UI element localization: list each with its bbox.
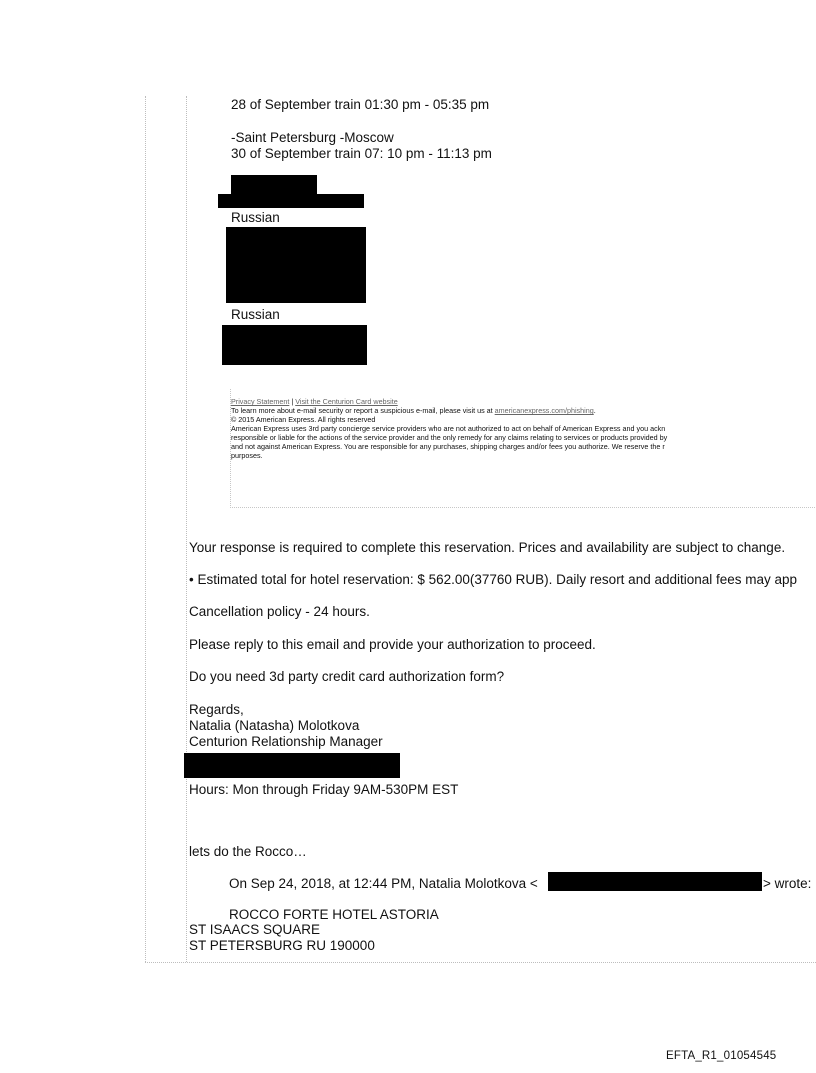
nationality-1: Russian (231, 210, 280, 225)
centurion-card-link[interactable]: Visit the Centurion Card website (295, 397, 398, 406)
outer-quote-bottom-border (145, 962, 816, 963)
sender-name: Natalia (Natasha) Molotkova (189, 718, 360, 733)
outer-quote-border (145, 96, 146, 962)
quoted-header-suffix: > wrote: (763, 876, 812, 891)
quoted-header-prefix: On Sep 24, 2018, at 12:44 PM, Natalia Molotkova < (229, 876, 538, 891)
disclaimer-line: responsible or liable for the actions of the service provider and the only remedy for any claims relating to services or products provided by (231, 433, 668, 442)
disclaimer-line: American Express uses 3rd party concierge service providers who are not authorized to act on behalf of American Express and you ackn (231, 424, 666, 433)
link-separator: | (289, 397, 296, 406)
document-id: EFTA_R1_01054545 (666, 1050, 777, 1062)
response-required: Your response is required to complete this reservation. Prices and availability are subject to change. (189, 540, 786, 555)
disclaimer-line: and not against American Express. You are responsible for any purchases, shipping charges and/or fees you authorize. We reserve the r (231, 442, 665, 451)
security-note: To learn more about e-mail security or report a suspicious e-mail, please visit us at americanexpress.com/phishing. (231, 406, 596, 415)
copyright: © 2015 American Express. All rights reserved (231, 415, 376, 424)
hotel-city: ST PETERSBURG RU 190000 (189, 938, 375, 953)
reply-message: lets do the Rocco… (189, 844, 307, 859)
hotel-estimate: • Estimated total for hotel reservation: $ 562.00(37760 RUB). Daily resort and additional fees may app (189, 572, 798, 587)
redaction-block (548, 872, 762, 891)
train-schedule-2: 30 of September train 07: 10 pm - 11:13 pm (231, 146, 492, 161)
redaction-block (222, 325, 367, 365)
inner-quote-border (186, 96, 187, 962)
cancellation-policy: Cancellation policy - 24 hours. (189, 604, 370, 619)
redaction-block (184, 753, 400, 778)
redaction-block (218, 194, 364, 208)
redaction-block (231, 175, 317, 194)
nationality-2: Russian (231, 307, 280, 322)
amex-footer (230, 389, 816, 508)
signoff: Regards, (189, 702, 244, 717)
reply-request: Please reply to this email and provide your authorization to proceed. (189, 637, 596, 652)
authorization-question: Do you need 3d party credit card authorization form? (189, 669, 505, 684)
sender-role: Centurion Relationship Manager (189, 734, 383, 749)
hotel-street: ST ISAACS SQUARE (189, 922, 321, 937)
train-schedule-1: 28 of September train 01:30 pm - 05:35 pm (231, 97, 490, 112)
redaction-block (226, 227, 366, 303)
privacy-statement-link[interactable]: Privacy Statement (231, 397, 290, 406)
phishing-link[interactable]: americanexpress.com/phishing (494, 406, 594, 415)
disclaimer-line: purposes. (231, 451, 263, 460)
route-2: -Saint Petersburg -Moscow (231, 130, 394, 145)
hotel-name: ROCCO FORTE HOTEL ASTORIA (229, 907, 439, 922)
office-hours: Hours: Mon through Friday 9AM-530PM EST (189, 782, 459, 797)
